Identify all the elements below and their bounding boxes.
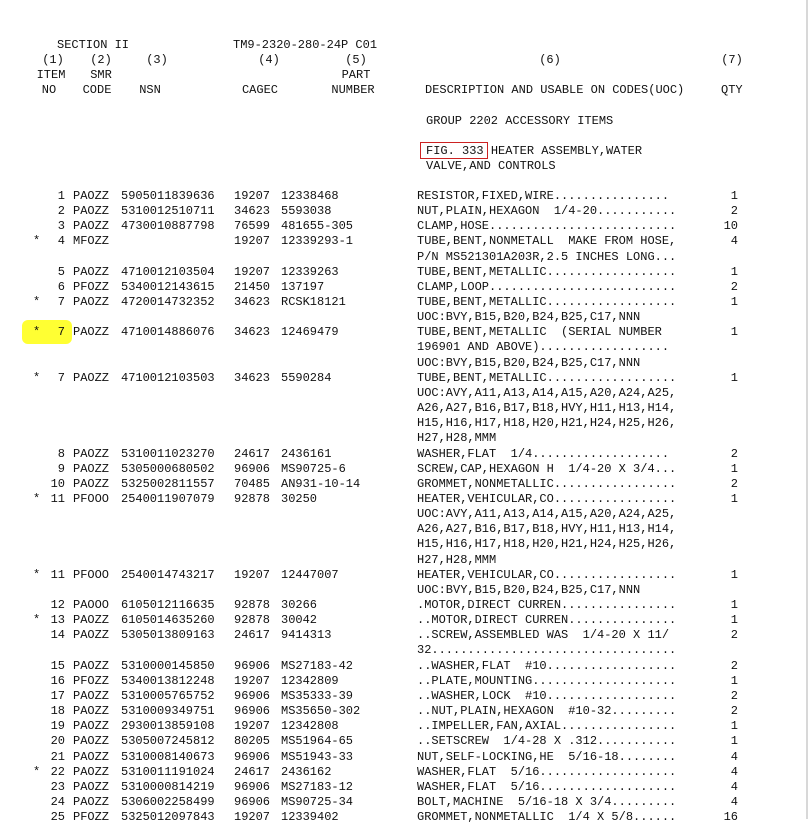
row-qty: 1 xyxy=(730,492,738,506)
row-nsn: 5310012510711 xyxy=(121,204,215,218)
row-nsn: 5306002258499 xyxy=(121,795,215,809)
row-description-line: A26,A27,B16,B17,B18,HVY,H11,H13,H14, xyxy=(417,522,677,536)
row-cagec: 24617 xyxy=(234,765,271,779)
row-description-line: ..WASHER,LOCK #10.................. xyxy=(417,689,677,703)
row-item-number: 13 xyxy=(50,613,65,627)
row-nsn: 4730010887798 xyxy=(121,219,215,233)
row-description-line: A26,A27,B16,B17,B18,HVY,H11,H13,H14, xyxy=(417,401,677,415)
row-part-number: 12447007 xyxy=(281,568,339,582)
row-description-line: ..SCREW,ASSEMBLED WAS 1/4-20 X 11/ xyxy=(417,628,670,642)
col-head-code: CODE xyxy=(82,83,112,97)
row-smr-code: PFOOO xyxy=(73,568,110,582)
row-item-number: 7 xyxy=(57,295,65,309)
row-item-number: 12 xyxy=(50,598,65,612)
row-smr-code: PAOZZ xyxy=(73,765,110,779)
row-smr-code: PFOOO xyxy=(73,492,110,506)
col-num-part: (5) xyxy=(345,53,367,67)
row-qty: 2 xyxy=(730,280,738,294)
row-smr-code: PAOZZ xyxy=(73,204,110,218)
row-item-number: 20 xyxy=(50,734,65,748)
row-part-number: 481655-305 xyxy=(281,219,354,233)
row-star-marker: * xyxy=(33,234,41,248)
col-head-number: NUMBER xyxy=(331,83,375,97)
row-nsn: 5310000814219 xyxy=(121,780,215,794)
row-cagec: 96906 xyxy=(234,689,271,703)
row-nsn: 2540011907079 xyxy=(121,492,215,506)
row-item-number: 14 xyxy=(50,628,65,642)
row-qty: 2 xyxy=(730,447,738,461)
row-qty: 4 xyxy=(730,750,738,764)
row-description-line: .MOTOR,DIRECT CURREN................ xyxy=(417,598,677,612)
row-cagec: 19207 xyxy=(234,719,271,733)
row-smr-code: MFOZZ xyxy=(73,234,110,248)
row-qty: 2 xyxy=(730,628,738,642)
row-cagec: 96906 xyxy=(234,462,271,476)
row-part-number: RCSK18121 xyxy=(281,295,346,309)
row-qty: 10 xyxy=(723,219,738,233)
row-cagec: 96906 xyxy=(234,750,271,764)
row-cagec: 76599 xyxy=(234,219,271,233)
col-num-item: (1) xyxy=(42,53,64,67)
row-qty: 1 xyxy=(730,265,738,279)
row-part-number: MS27183-12 xyxy=(281,780,354,794)
row-qty: 1 xyxy=(730,613,738,627)
row-description-line: ..PLATE,MOUNTING.................... xyxy=(417,674,677,688)
row-description-line: ..MOTOR,DIRECT CURREN............... xyxy=(417,613,677,627)
row-qty: 1 xyxy=(730,189,738,203)
row-nsn: 5325002811557 xyxy=(121,477,215,491)
row-nsn: 2540014743217 xyxy=(121,568,215,582)
row-qty: 1 xyxy=(730,734,738,748)
row-item-number: 15 xyxy=(50,659,65,673)
row-item-number: 18 xyxy=(50,704,65,718)
row-part-number: MS90725-34 xyxy=(281,795,354,809)
col-head-nsn: NSN xyxy=(139,83,161,97)
row-qty: 2 xyxy=(730,659,738,673)
row-item-number: 5 xyxy=(57,265,65,279)
row-description-line: H15,H16,H17,H18,H20,H21,H24,H25,H26, xyxy=(417,537,677,551)
row-smr-code: PAOOO xyxy=(73,598,110,612)
row-description-line: NUT,PLAIN,HEXAGON 1/4-20........... xyxy=(417,204,677,218)
row-star-marker: * xyxy=(33,371,41,385)
col-head-no: NO xyxy=(41,83,57,97)
row-qty: 4 xyxy=(730,795,738,809)
row-part-number: 12339263 xyxy=(281,265,339,279)
row-description-line: HEATER,VEHICULAR,CO................. xyxy=(417,492,677,506)
row-nsn: 5310009349751 xyxy=(121,704,215,718)
row-description-line: UOC:AVY,A11,A13,A14,A15,A20,A24,A25, xyxy=(417,386,677,400)
row-description-line: ..IMPELLER,FAN,AXIAL................ xyxy=(417,719,677,733)
row-description-line: TUBE,BENT,NONMETALL MAKE FROM HOSE, xyxy=(417,234,677,248)
row-part-number: MS35650-302 xyxy=(281,704,361,718)
row-description-line: 196901 AND ABOVE).................. xyxy=(417,340,670,354)
figure-title-rest: 3 HEATER ASSEMBLY,WATER xyxy=(476,144,643,158)
row-item-number: 11 xyxy=(50,492,65,506)
row-cagec: 19207 xyxy=(234,568,271,582)
row-smr-code: PFOZZ xyxy=(73,810,110,824)
row-description-line: H15,H16,H17,H18,H20,H21,H24,H25,H26, xyxy=(417,416,677,430)
row-nsn: 5310000145850 xyxy=(121,659,215,673)
row-qty: 1 xyxy=(730,674,738,688)
row-part-number: 12339293-1 xyxy=(281,234,354,248)
row-nsn: 5305007245812 xyxy=(121,734,215,748)
row-part-number: AN931-10-14 xyxy=(281,477,361,491)
row-qty: 1 xyxy=(730,325,738,339)
row-description-line: SCREW,CAP,HEXAGON H 1/4-20 X 3/4... xyxy=(417,462,677,476)
row-part-number: 12342808 xyxy=(281,719,339,733)
row-cagec: 70485 xyxy=(234,477,271,491)
row-smr-code: PAOZZ xyxy=(73,295,110,309)
row-cagec: 96906 xyxy=(234,795,271,809)
row-description-line: TUBE,BENT,METALLIC (SERIAL NUMBER xyxy=(417,325,662,339)
row-qty: 4 xyxy=(730,780,738,794)
row-cagec: 96906 xyxy=(234,704,271,718)
row-part-number: 9414313 xyxy=(281,628,332,642)
row-smr-code: PAOZZ xyxy=(73,628,110,642)
row-smr-code: PAOZZ xyxy=(73,719,110,733)
row-smr-code: PAOZZ xyxy=(73,371,110,385)
row-description-line: WASHER,FLAT 5/16................... xyxy=(417,780,677,794)
row-smr-code: PAOZZ xyxy=(73,613,110,627)
row-description-line: HEATER,VEHICULAR,CO................. xyxy=(417,568,677,582)
row-cagec: 19207 xyxy=(234,189,271,203)
row-qty: 1 xyxy=(730,371,738,385)
row-nsn: 5310011191024 xyxy=(121,765,215,779)
row-part-number: MS35333-39 xyxy=(281,689,354,703)
row-qty: 2 xyxy=(730,204,738,218)
col-head-qty: QTY xyxy=(721,83,743,97)
row-part-number: 30042 xyxy=(281,613,318,627)
row-cagec: 92878 xyxy=(234,492,271,506)
row-item-number: 17 xyxy=(50,689,65,703)
col-num-desc: (6) xyxy=(539,53,561,67)
row-part-number: 12338468 xyxy=(281,189,339,203)
row-item-number: 3 xyxy=(57,219,65,233)
row-smr-code: PAOZZ xyxy=(73,325,110,339)
row-smr-code: PAOZZ xyxy=(73,734,110,748)
section-label: SECTION II xyxy=(57,38,130,52)
row-cagec: 24617 xyxy=(234,447,271,461)
row-item-number: 11 xyxy=(50,568,65,582)
row-cagec: 24617 xyxy=(234,628,271,642)
row-cagec: 34623 xyxy=(234,295,271,309)
row-qty: 2 xyxy=(730,704,738,718)
row-item-number: 4 xyxy=(57,234,65,248)
row-item-number: 9 xyxy=(57,462,65,476)
row-cagec: 34623 xyxy=(234,204,271,218)
figure-title xyxy=(426,144,642,159)
row-star-marker: * xyxy=(33,492,41,506)
row-part-number: 5590284 xyxy=(281,371,332,385)
row-description-line: GROMMET,NONMETALLIC................. xyxy=(417,477,677,491)
row-description-line: TUBE,BENT,METALLIC.................. xyxy=(417,265,677,279)
row-description-line: WASHER,FLAT 1/4................... xyxy=(417,447,670,461)
row-cagec: 34623 xyxy=(234,325,271,339)
col-head-smr: SMR xyxy=(90,68,112,82)
row-nsn: 5905011839636 xyxy=(121,189,215,203)
row-qty: 4 xyxy=(730,234,738,248)
row-cagec: 19207 xyxy=(234,810,271,824)
row-star-marker: * xyxy=(33,613,41,627)
row-part-number: MS51964-65 xyxy=(281,734,354,748)
row-cagec: 96906 xyxy=(234,659,271,673)
group-title: GROUP 2202 ACCESSORY ITEMS xyxy=(426,114,614,128)
row-item-number: 10 xyxy=(50,477,65,491)
row-part-number: 2436161 xyxy=(281,447,332,461)
row-description-line: CLAMP,HOSE.......................... xyxy=(417,219,677,233)
row-qty: 1 xyxy=(730,295,738,309)
row-item-number: 8 xyxy=(57,447,65,461)
row-description-line: P/N MS521301A203R,2.5 INCHES LONG... xyxy=(417,250,677,264)
row-part-number: MS27183-42 xyxy=(281,659,354,673)
row-description-line: ..NUT,PLAIN,HEXAGON #10-32......... xyxy=(417,704,677,718)
row-cagec: 19207 xyxy=(234,674,271,688)
figure-ref: FIG. 33 xyxy=(426,144,477,158)
row-smr-code: PAOZZ xyxy=(73,780,110,794)
col-head-description: DESCRIPTION AND USABLE ON CODES(UOC) xyxy=(425,83,685,97)
row-cagec: 92878 xyxy=(234,613,271,627)
row-smr-code: PAOZZ xyxy=(73,189,110,203)
row-qty: 4 xyxy=(730,765,738,779)
row-description-line: ..WASHER,FLAT #10.................. xyxy=(417,659,677,673)
row-part-number: 12469479 xyxy=(281,325,339,339)
row-item-number: 2 xyxy=(57,204,65,218)
row-nsn: 5340013812248 xyxy=(121,674,215,688)
row-cagec: 96906 xyxy=(234,780,271,794)
row-cagec: 19207 xyxy=(234,265,271,279)
row-smr-code: PAOZZ xyxy=(73,447,110,461)
row-item-number: 7 xyxy=(57,371,65,385)
col-head-part: PART xyxy=(341,68,371,82)
row-description-line: GROMMET,NONMETALLIC 1/4 X 5/8...... xyxy=(417,810,677,824)
row-nsn: 5340012143615 xyxy=(121,280,215,294)
row-nsn: 6105014635260 xyxy=(121,613,215,627)
row-star-marker: * xyxy=(33,325,41,339)
row-part-number: 2436162 xyxy=(281,765,332,779)
row-item-number: 24 xyxy=(50,795,65,809)
row-part-number: 5593038 xyxy=(281,204,332,218)
row-description-line: UOC:AVY,A11,A13,A14,A15,A20,A24,A25, xyxy=(417,507,677,521)
row-item-number: 1 xyxy=(57,189,65,203)
row-nsn: 5305013809163 xyxy=(121,628,215,642)
row-qty: 2 xyxy=(730,477,738,491)
row-qty: 1 xyxy=(730,719,738,733)
row-nsn: 5310008140673 xyxy=(121,750,215,764)
row-qty: 1 xyxy=(730,568,738,582)
row-qty: 2 xyxy=(730,689,738,703)
row-item-number: 21 xyxy=(50,750,65,764)
row-cagec: 92878 xyxy=(234,598,271,612)
row-qty: 1 xyxy=(730,462,738,476)
figure-title-line2: VALVE,AND CONTROLS xyxy=(426,159,556,173)
row-cagec: 19207 xyxy=(234,234,271,248)
col-num-cagec: (4) xyxy=(258,53,280,67)
row-cagec: 80205 xyxy=(234,734,271,748)
row-description-line: 32.................................. xyxy=(417,643,677,657)
col-num-nsn: (3) xyxy=(146,53,168,67)
col-head-item: ITEM xyxy=(36,68,66,82)
row-description-line: WASHER,FLAT 5/16................... xyxy=(417,765,677,779)
row-item-number: 25 xyxy=(50,810,65,824)
row-description-line: H27,H28,MMM xyxy=(417,553,497,567)
row-nsn: 4710012103504 xyxy=(121,265,215,279)
row-part-number: 30266 xyxy=(281,598,318,612)
row-nsn: 5325012097843 xyxy=(121,810,215,824)
row-smr-code: PAOZZ xyxy=(73,704,110,718)
row-item-number: 7 xyxy=(57,325,65,339)
row-star-marker: * xyxy=(33,568,41,582)
row-description-line: TUBE,BENT,METALLIC.................. xyxy=(417,371,677,385)
row-cagec: 34623 xyxy=(234,371,271,385)
row-part-number: MS90725-6 xyxy=(281,462,346,476)
row-nsn: 4710014886076 xyxy=(121,325,215,339)
row-nsn: 5310005765752 xyxy=(121,689,215,703)
col-head-cagec: CAGEC xyxy=(241,83,278,97)
row-part-number: 30250 xyxy=(281,492,318,506)
row-part-number: MS51943-33 xyxy=(281,750,354,764)
document-number: TM9-2320-280-24P C01 xyxy=(233,38,378,52)
row-description-line: BOLT,MACHINE 5/16-18 X 3/4......... xyxy=(417,795,677,809)
row-nsn: 2930013859108 xyxy=(121,719,215,733)
row-item-number: 6 xyxy=(57,280,65,294)
row-smr-code: PAOZZ xyxy=(73,265,110,279)
row-nsn: 5310011023270 xyxy=(121,447,215,461)
row-nsn: 6105012116635 xyxy=(121,598,215,612)
row-smr-code: PAOZZ xyxy=(73,219,110,233)
row-smr-code: PAOZZ xyxy=(73,795,110,809)
row-part-number: 12342809 xyxy=(281,674,339,688)
row-nsn: 5305000680502 xyxy=(121,462,215,476)
row-qty: 1 xyxy=(730,598,738,612)
row-smr-code: PAOZZ xyxy=(73,462,110,476)
row-part-number: 12339402 xyxy=(281,810,339,824)
row-description-line: UOC:BVY,B15,B20,B24,B25,C17,NNN xyxy=(417,310,641,324)
row-smr-code: PAOZZ xyxy=(73,477,110,491)
row-description-line: TUBE,BENT,METALLIC.................. xyxy=(417,295,677,309)
row-description-line: RESISTOR,FIXED,WIRE................ xyxy=(417,189,670,203)
row-star-marker: * xyxy=(33,295,41,309)
row-nsn: 4720014732352 xyxy=(121,295,215,309)
row-smr-code: PAOZZ xyxy=(73,689,110,703)
row-item-number: 22 xyxy=(50,765,65,779)
col-num-qty: (7) xyxy=(721,53,743,67)
row-item-number: 16 xyxy=(50,674,65,688)
row-smr-code: PFOZZ xyxy=(73,674,110,688)
col-num-smr: (2) xyxy=(90,53,112,67)
row-description-line: ..SETSCREW 1/4-28 X .312........... xyxy=(417,734,677,748)
row-item-number: 19 xyxy=(50,719,65,733)
row-description-line: H27,H28,MMM xyxy=(417,431,497,445)
row-smr-code: PFOZZ xyxy=(73,280,110,294)
row-description-line: UOC:BVY,B15,B20,B24,B25,C17,NNN xyxy=(417,356,641,370)
row-cagec: 21450 xyxy=(234,280,271,294)
row-star-marker: * xyxy=(33,765,41,779)
row-description-line: UOC:BVY,B15,B20,B24,B25,C17,NNN xyxy=(417,583,641,597)
row-smr-code: PAOZZ xyxy=(73,750,110,764)
row-description-line: NUT,SELF-LOCKING,HE 5/16-18........ xyxy=(417,750,677,764)
row-part-number: 137197 xyxy=(281,280,325,294)
row-nsn: 4710012103503 xyxy=(121,371,215,385)
row-item-number: 23 xyxy=(50,780,65,794)
row-description-line: CLAMP,LOOP.......................... xyxy=(417,280,677,294)
row-smr-code: PAOZZ xyxy=(73,659,110,673)
row-qty: 16 xyxy=(723,810,738,824)
